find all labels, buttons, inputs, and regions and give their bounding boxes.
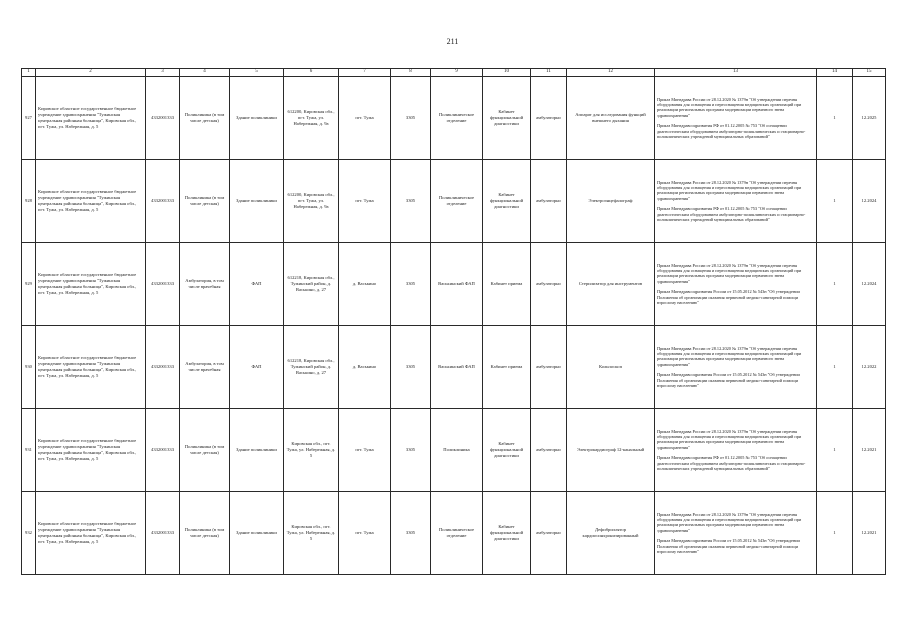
table-row — [22, 326, 886, 409]
locality-cell: д. Васькино — [339, 326, 391, 409]
care-type-cell: амбулаторно — [531, 409, 567, 492]
column-header: 6 — [284, 69, 339, 77]
date-cell: 12.2022 — [853, 326, 886, 409]
building-cell: Здание поликлиники — [230, 492, 284, 575]
row-number: 928 — [22, 160, 36, 243]
quantity-cell: 1 — [817, 243, 853, 326]
column-header: 13 — [655, 69, 817, 77]
quantity-cell: 1 — [817, 160, 853, 243]
table-row — [22, 492, 886, 575]
column-header: 11 — [531, 69, 567, 77]
room-cell: Кабинет приема — [483, 326, 531, 409]
organization-cell: Кировское областное государственное бюджетное учреждение здравоохранения "Тужинская центральная районная больница", Кировская обл., пгт. Тужа, ул. Набережная, д. 5 — [36, 160, 146, 243]
regulation-cell — [655, 326, 817, 409]
regulation-cell — [655, 409, 817, 492]
regulation-cell — [655, 243, 817, 326]
regulation-text-primary: Приказ Минздрава России от 28.12.2020 № 1379н "Об утверждении перечня оборудования для оснащения и переоснащения медицинских организаций при реализации региональных программ модернизации первичного звена здравоохранения" — [657, 428, 802, 450]
column-header: 8 — [391, 69, 431, 77]
code-cell: 3305 — [391, 160, 431, 243]
equipment-cell: Кольпоскоп — [567, 326, 655, 409]
date-cell: 12.2024 — [853, 243, 886, 326]
row-number: 932 — [22, 492, 36, 575]
unit-cell: Поликлиника (в том числе детская) — [180, 409, 230, 492]
regulation-text-primary: Приказ Минздрава России от 28.12.2020 № 1379н "Об утверждении перечня оборудования для оснащения и переоснащения медицинских организаций при реализации региональных программ модернизации первичного звена здравоохранения" — [657, 179, 802, 201]
unit-cell: Поликлиника (в том числе детская) — [180, 492, 230, 575]
equipment-cell: Электроэнцефалограф — [567, 160, 655, 243]
date-cell: 12.2021 — [853, 492, 886, 575]
unit-cell: Поликлиника (в том числе детская) — [180, 77, 230, 160]
department-cell: Поликлиника — [431, 409, 483, 492]
column-header: 9 — [431, 69, 483, 77]
regulation-text-secondary: Приказ Минздравсоцразвития России от 15.05.2012 № 543н "Об утверждении Положения об организации оказания первичной медико-санитарной помощи взрослому населению" — [657, 289, 800, 305]
department-cell: Васькинский ФАП — [431, 326, 483, 409]
code-cell: 3305 — [391, 77, 431, 160]
date-cell: 12.2021 — [853, 409, 886, 492]
row-number: 927 — [22, 77, 36, 160]
department-cell: Поликлиническое отделение — [431, 77, 483, 160]
equipment-cell: Аппарат для исследования функций внешнего дыхания — [567, 77, 655, 160]
unit-cell: Амбулатория, в том числе врачебная — [180, 326, 230, 409]
date-cell: 12.2025 — [853, 77, 886, 160]
regulation-cell — [655, 492, 817, 575]
regulation-text-primary: Приказ Минздрава России от 28.12.2020 № 1379н "Об утверждении перечня оборудования для оснащения и переоснащения медицинских организаций при реализации региональных программ модернизации первичного звена здравоохранения" — [657, 345, 802, 367]
unit-cell: Поликлиника (в том числе детская) — [180, 160, 230, 243]
column-header: 12 — [567, 69, 655, 77]
building-cell: Здание поликлиники — [230, 77, 284, 160]
locality-cell: пгт. Тужа — [339, 409, 391, 492]
room-cell: Кабинет приема — [483, 243, 531, 326]
inn-cell: 4332001333 — [146, 77, 180, 160]
equipment-cell: Дефибриллятор кардиосинхронизированный — [567, 492, 655, 575]
room-cell: Кабинет функциональной диагностики — [483, 492, 531, 575]
page-number: 211 — [446, 37, 459, 46]
organization-cell: Кировское областное государственное бюджетное учреждение здравоохранения "Тужинская центральная районная больница", Кировская обл., пгт. Тужа, ул. Набережная, д. 5 — [36, 243, 146, 326]
code-cell: 3305 — [391, 326, 431, 409]
building-cell: Здание поликлиники — [230, 409, 284, 492]
column-header: 2 — [36, 69, 146, 77]
inn-cell: 4332001333 — [146, 409, 180, 492]
column-header: 5 — [230, 69, 284, 77]
address-cell: 612200, Кировская обл., пгт. Тужа, ул. Набережная, д. 9а — [284, 77, 339, 160]
care-type-cell: амбулаторно — [531, 160, 567, 243]
row-number: 931 — [22, 409, 36, 492]
date-cell: 12.2024 — [853, 160, 886, 243]
quantity-cell: 1 — [817, 326, 853, 409]
building-cell: ФАП — [230, 243, 284, 326]
table-row — [22, 409, 886, 492]
regulation-text-secondary: Приказ Минздравсоцразвития РФ от 01.12.2005 № 753 "Об оснащении диагностическим оборудованием амбулаторно-поликлинических и стационарно-поликлинических учреждений муниципальных образований" — [657, 455, 806, 471]
room-cell: Кабинет функциональной диагностики — [483, 409, 531, 492]
care-type-cell: амбулаторно — [531, 492, 567, 575]
care-type-cell: амбулаторно — [531, 326, 567, 409]
equipment-table — [21, 68, 886, 575]
table-row — [22, 243, 886, 326]
locality-cell: пгт. Тужа — [339, 492, 391, 575]
building-cell: ФАП — [230, 326, 284, 409]
inn-cell: 4332001333 — [146, 243, 180, 326]
column-header: 10 — [483, 69, 531, 77]
organization-cell: Кировское областное государственное бюджетное учреждение здравоохранения "Тужинская центральная районная больница", Кировская обл., пгт. Тужа, ул. Набережная, д. 5 — [36, 492, 146, 575]
row-number: 929 — [22, 243, 36, 326]
building-cell: Здание поликлиники — [230, 160, 284, 243]
column-header: 3 — [146, 69, 180, 77]
care-type-cell: амбулаторно — [531, 77, 567, 160]
care-type-cell: амбулаторно — [531, 243, 567, 326]
department-cell: Васькинский ФАП — [431, 243, 483, 326]
room-cell: Кабинет функциональной диагностики — [483, 160, 531, 243]
equipment-cell: Электрокардиограф 12-канальный — [567, 409, 655, 492]
room-cell: Кабинет функциональной диагностики — [483, 77, 531, 160]
table-row — [22, 77, 886, 160]
regulation-cell — [655, 160, 817, 243]
organization-cell: Кировское областное государственное бюджетное учреждение здравоохранения "Тужинская центральная районная больница", Кировская обл., пгт. Тужа, ул. Набережная, д. 5 — [36, 77, 146, 160]
address-cell: 612218, Кировская обл., Тужинский район, д. Васькино, д. 27 — [284, 326, 339, 409]
locality-cell: пгт. Тужа — [339, 160, 391, 243]
code-cell: 3305 — [391, 243, 431, 326]
column-header: 4 — [180, 69, 230, 77]
regulation-cell — [655, 77, 817, 160]
locality-cell: пгт. Тужа — [339, 77, 391, 160]
column-header: 15 — [853, 69, 886, 77]
regulation-text-secondary: Приказ Минздравсоцразвития РФ от 01.12.2005 № 753 "Об оснащении диагностическим оборудованием амбулаторно-поликлинических и стационарно-поликлинических учреждений муниципальных образований" — [657, 123, 806, 139]
column-header: 1 — [22, 69, 36, 77]
inn-cell: 4332001333 — [146, 160, 180, 243]
column-header: 7 — [339, 69, 391, 77]
regulation-text-secondary: Приказ Минздравсоцразвития России от 15.05.2012 № 543н "Об утверждении Положения об организации оказания первичной медико-санитарной помощи взрослому населению" — [657, 372, 800, 388]
quantity-cell: 1 — [817, 77, 853, 160]
row-number: 930 — [22, 326, 36, 409]
department-cell: Поликлиническое отделение — [431, 160, 483, 243]
organization-cell: Кировское областное государственное бюджетное учреждение здравоохранения "Тужинская центральная районная больница", Кировская обл., пгт. Тужа, ул. Набережная, д. 5 — [36, 326, 146, 409]
regulation-text-secondary: Приказ Минздравсоцразвития России от 15.05.2012 № 543н "Об утверждении Положения об организации оказания первичной медико-санитарной помощи взрослому населению" — [657, 538, 800, 554]
inn-cell: 4332001333 — [146, 492, 180, 575]
table-row — [22, 160, 886, 243]
table-header-row — [22, 69, 886, 77]
regulation-text-primary: Приказ Минздрава России от 28.12.2020 № 1379н "Об утверждении перечня оборудования для оснащения и переоснащения медицинских организаций при реализации региональных программ модернизации первичного звена здравоохранения" — [657, 511, 802, 533]
regulation-text-secondary: Приказ Минздравсоцразвития РФ от 01.12.2005 № 753 "Об оснащении диагностическим оборудованием амбулаторно-поликлинических и стационарно-поликлинических учреждений муниципальных образований" — [657, 206, 806, 222]
code-cell: 3305 — [391, 409, 431, 492]
address-cell: 612200, Кировская обл., пгт. Тужа, ул. Набережная, д. 9а — [284, 160, 339, 243]
address-cell: Кировская обл., пгт. Тужа, ул. Набережная, д. 5 — [284, 409, 339, 492]
quantity-cell: 1 — [817, 409, 853, 492]
locality-cell: д. Васькино — [339, 243, 391, 326]
column-header: 14 — [817, 69, 853, 77]
regulation-text-primary: Приказ Минздрава России от 28.12.2020 № 1379н "Об утверждении перечня оборудования для оснащения и переоснащения медицинских организаций при реализации региональных программ модернизации первичного звена здравоохранения" — [657, 262, 802, 284]
inn-cell: 4332001333 — [146, 326, 180, 409]
equipment-cell: Стерилизатор для инструментов — [567, 243, 655, 326]
address-cell: Кировская обл., пгт. Тужа, ул. Набережная, д. 5 — [284, 492, 339, 575]
unit-cell: Амбулатория, в том числе врачебная — [180, 243, 230, 326]
organization-cell: Кировское областное государственное бюджетное учреждение здравоохранения "Тужинская центральная районная больница", Кировская обл., пгт. Тужа, ул. Набережная, д. 5 — [36, 409, 146, 492]
address-cell: 612218, Кировская обл., Тужинский район, д. Васькино, д. 27 — [284, 243, 339, 326]
regulation-text-primary: Приказ Минздрава России от 28.12.2020 № 1379н "Об утверждении перечня оборудования для оснащения и переоснащения медицинских организаций при реализации региональных программ модернизации первичного звена здравоохранения" — [657, 96, 802, 118]
quantity-cell: 1 — [817, 492, 853, 575]
code-cell: 3305 — [391, 492, 431, 575]
department-cell: Поликлиническое отделение — [431, 492, 483, 575]
